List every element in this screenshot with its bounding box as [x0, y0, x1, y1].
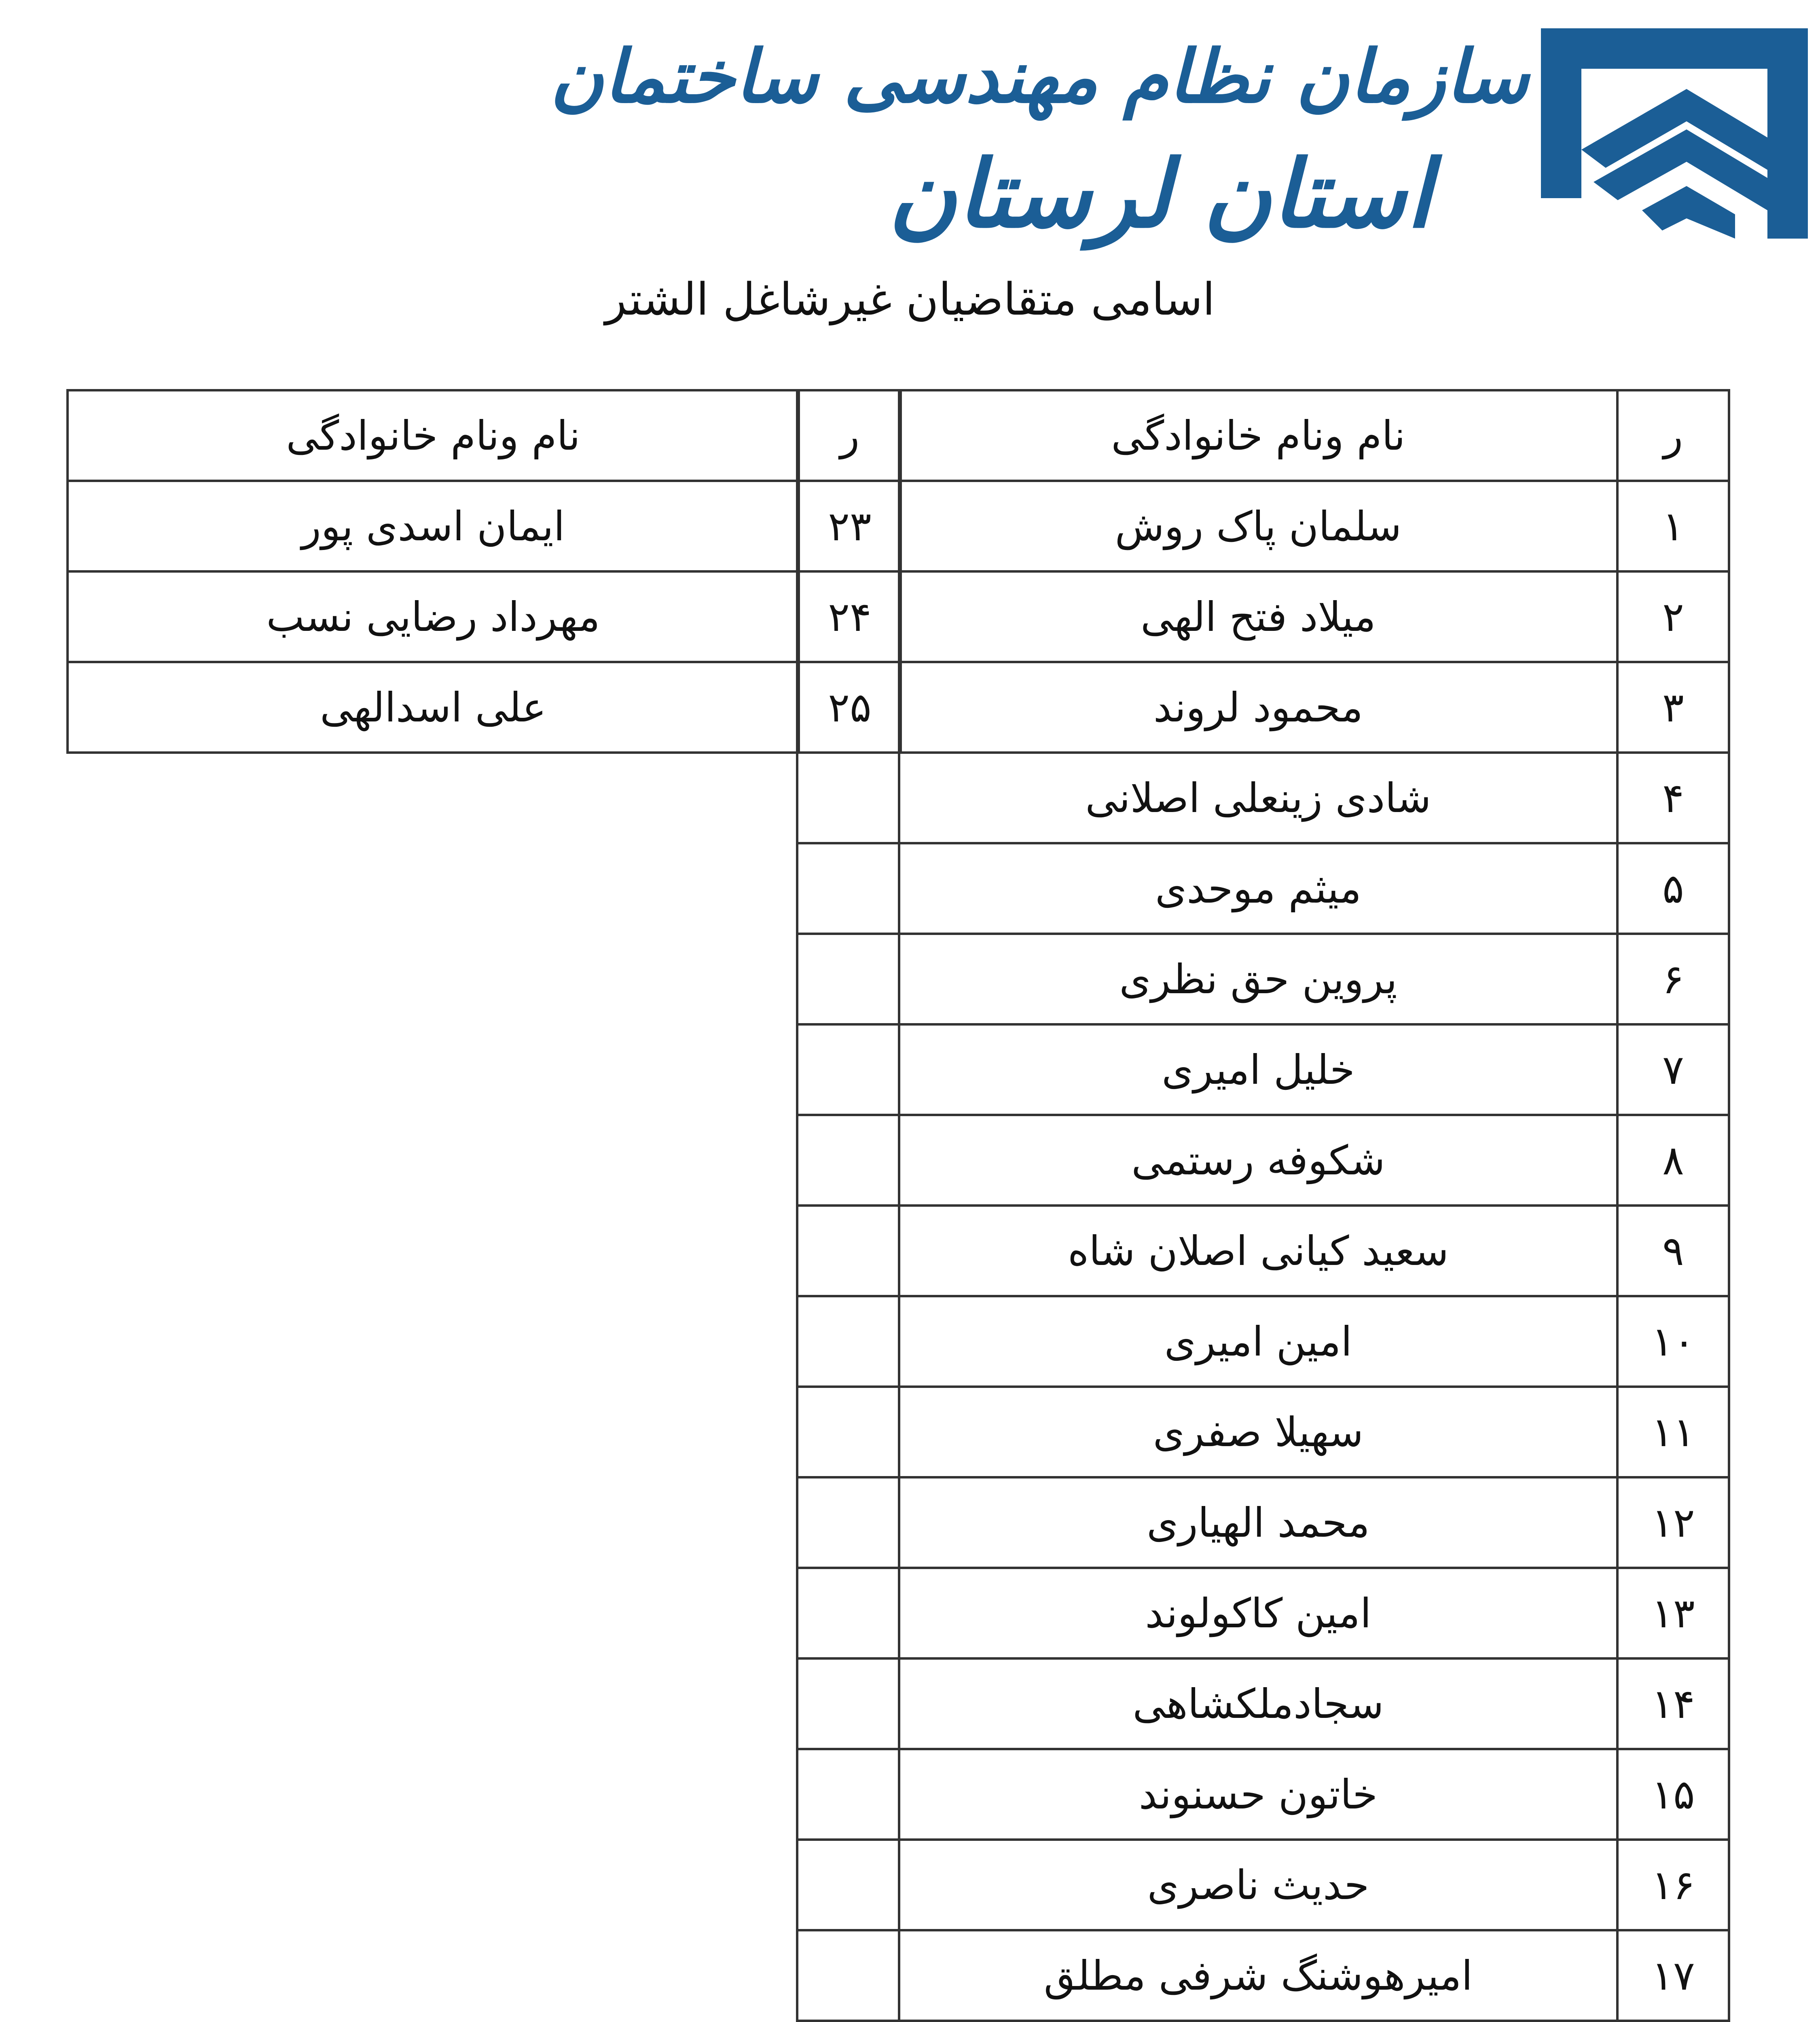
row-number: ۱۲: [1617, 1477, 1729, 1568]
table-row: [797, 753, 1729, 843]
spacer-cell: [797, 1658, 899, 1749]
applicant-name: محمد الهیاری: [899, 1477, 1617, 1568]
applicant-name: مهرداد رضایی نسب: [68, 571, 799, 662]
organization-province: استان لرستان: [888, 140, 1432, 249]
table-row: [797, 1568, 1729, 1658]
column-header-name: نام ونام خانوادگی: [68, 390, 799, 481]
row-number: ۱۳: [1617, 1568, 1729, 1658]
row-number: ۲: [1617, 571, 1729, 662]
row-number: ۶: [1617, 934, 1729, 1024]
table-row: [797, 1930, 1729, 2021]
organization-logo-icon: [1541, 28, 1808, 239]
applicant-name: امین امیری: [899, 1296, 1617, 1387]
spacer-cell: [797, 1115, 899, 1206]
applicant-name: میثم موحدی: [899, 843, 1617, 934]
organization-name: سازمان نظام مهندسی ساختمان: [550, 34, 1529, 119]
applicant-name: علی اسدالهی: [68, 662, 799, 753]
row-number: ۱۷: [1617, 1930, 1729, 2021]
table-row: [797, 1296, 1729, 1387]
table-row: [797, 571, 1729, 662]
table-row: [797, 1749, 1729, 1840]
table-row: [797, 1477, 1729, 1568]
applicant-name: حدیث ناصری: [899, 1840, 1617, 1930]
table-row: [797, 1115, 1729, 1206]
spacer-cell: [797, 1387, 899, 1477]
table-header-row: [68, 390, 901, 481]
row-number: ۱۴: [1617, 1658, 1729, 1749]
table-row: [68, 662, 901, 753]
row-number: ۲۴: [799, 571, 901, 662]
applicant-name: پروین حق نظری: [899, 934, 1617, 1024]
applicant-name: سعید کیانی اصلان شاه: [899, 1206, 1617, 1296]
applicant-name: ایمان اسدی پور: [68, 481, 799, 571]
spacer-cell: [797, 1206, 899, 1296]
row-number: ۳: [1617, 662, 1729, 753]
spacer-cell: [797, 1749, 899, 1840]
applicant-name: سهیلا صفری: [899, 1387, 1617, 1477]
applicants-table-main: [796, 389, 1730, 2022]
row-number: ۱۵: [1617, 1749, 1729, 1840]
row-number: ۷: [1617, 1024, 1729, 1115]
spacer-cell: [797, 1296, 899, 1387]
document-title: اسامی متقاضیان غیرشاغل الشتر: [605, 273, 1215, 325]
applicants-table-side: [66, 389, 902, 754]
spacer-cell: [797, 1930, 899, 2021]
applicant-name: خاتون حسنوند: [899, 1749, 1617, 1840]
applicant-name: میلاد فتح الهی: [899, 571, 1617, 662]
spacer-cell: [797, 843, 899, 934]
row-number: ۵: [1617, 843, 1729, 934]
row-number: ۸: [1617, 1115, 1729, 1206]
column-header-number: ر: [1617, 390, 1729, 481]
row-number: ۱: [1617, 481, 1729, 571]
applicant-name: شکوفه رستمی: [899, 1115, 1617, 1206]
spacer-cell: [797, 1024, 899, 1115]
table-row: [797, 1024, 1729, 1115]
table-row: [68, 481, 901, 571]
table-row: [797, 481, 1729, 571]
table-row: [797, 1387, 1729, 1477]
row-number: ۱۰: [1617, 1296, 1729, 1387]
spacer-cell: [797, 753, 899, 843]
spacer-cell: [797, 1840, 899, 1930]
row-number: ۱۶: [1617, 1840, 1729, 1930]
table-row: [797, 843, 1729, 934]
applicant-name: سجادملکشاهی: [899, 1658, 1617, 1749]
row-number: ۲۳: [799, 481, 901, 571]
applicant-name: محمود لروند: [899, 662, 1617, 753]
row-number: ۱۱: [1617, 1387, 1729, 1477]
row-number: ۲۵: [799, 662, 901, 753]
table-row: [797, 662, 1729, 753]
column-header-name: نام ونام خانوادگی: [899, 390, 1617, 481]
table-row: [68, 571, 901, 662]
applicant-name: امیرهوشنگ شرفی مطلق: [899, 1930, 1617, 2021]
table-row: [797, 1206, 1729, 1296]
row-number: ۹: [1617, 1206, 1729, 1296]
applicant-name: سلمان پاک روش: [899, 481, 1617, 571]
column-header-number: ر: [799, 390, 901, 481]
table-row: [797, 934, 1729, 1024]
table-row: [797, 1840, 1729, 1930]
applicant-name: امین کاکولوند: [899, 1568, 1617, 1658]
applicant-name: خلیل امیری: [899, 1024, 1617, 1115]
spacer-cell: [797, 1477, 899, 1568]
applicant-name: شادی زینعلی اصلانی: [899, 753, 1617, 843]
table-header-row: [797, 390, 1729, 481]
row-number: ۴: [1617, 753, 1729, 843]
spacer-cell: [797, 934, 899, 1024]
table-row: [797, 1658, 1729, 1749]
spacer-cell: [797, 1568, 899, 1658]
